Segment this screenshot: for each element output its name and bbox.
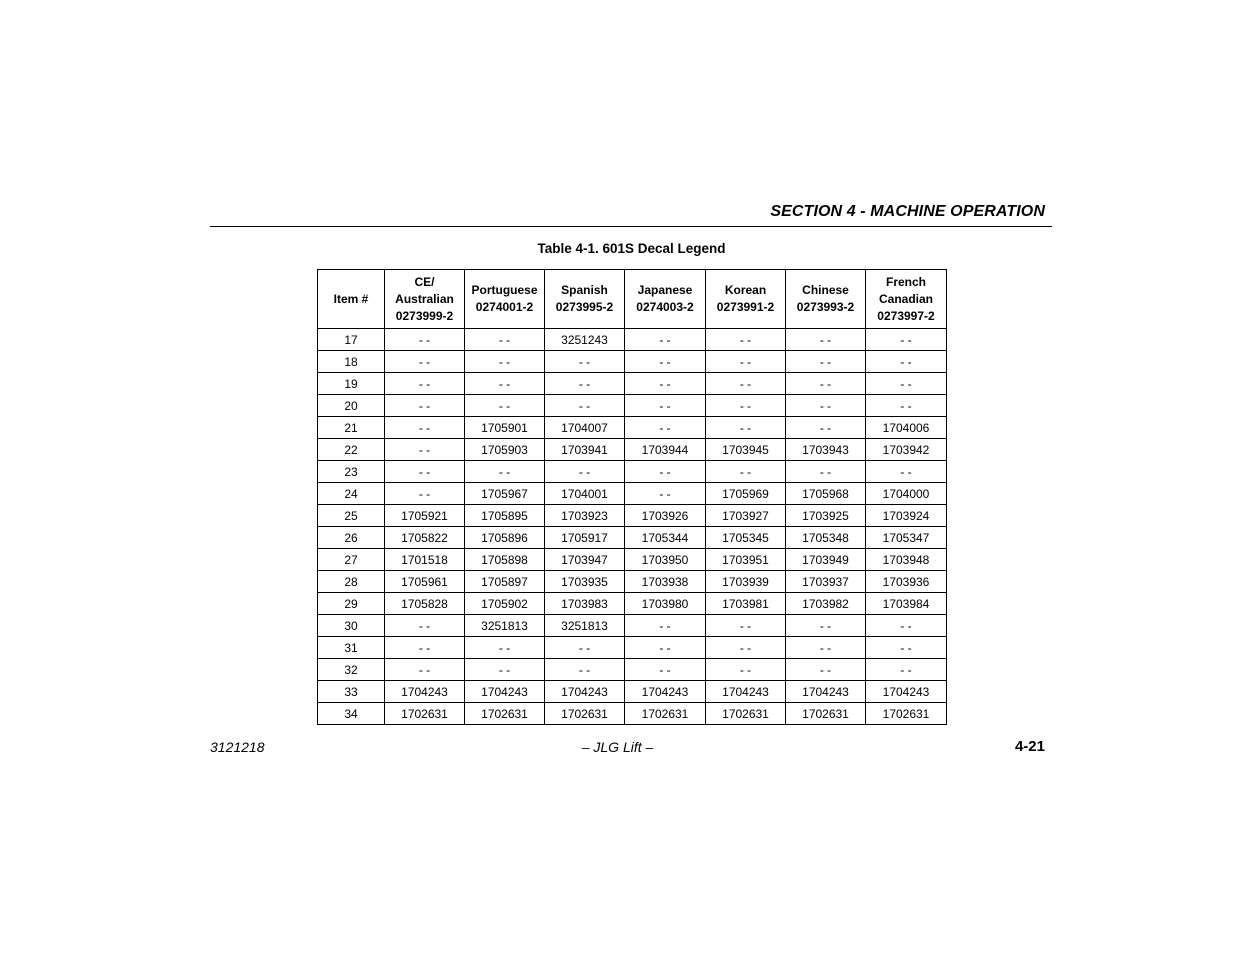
item-number-cell: 26: [318, 527, 385, 549]
item-number-cell: 29: [318, 593, 385, 615]
table-row: [318, 681, 947, 703]
column-header: [318, 270, 385, 329]
column-header: [625, 270, 706, 329]
part-number-cell: - -: [706, 659, 786, 681]
column-header-line: CE/: [414, 274, 435, 289]
table-row: [318, 505, 947, 527]
part-number-cell: - -: [625, 329, 706, 351]
part-number-cell: 3251813: [465, 615, 545, 637]
item-number-cell: 31: [318, 637, 385, 659]
table-row: [318, 351, 947, 373]
column-header-line: 0273991-2: [716, 300, 775, 314]
part-number-cell: 1703947: [545, 549, 625, 571]
part-number-cell: - -: [545, 373, 625, 395]
part-number-cell: 1702631: [465, 703, 545, 725]
column-header-line: 0274003-2: [636, 300, 694, 314]
item-number-cell: 34: [318, 703, 385, 725]
table-row: [318, 417, 947, 439]
part-number-cell: 1705968: [786, 483, 866, 505]
section-title: SECTION 4 - MACHINE OPERATION: [770, 203, 1045, 220]
table-row: [318, 571, 947, 593]
part-number-cell: - -: [866, 395, 947, 417]
item-number-cell: 23: [318, 461, 385, 483]
column-header-line: Chinese: [802, 283, 849, 297]
table-row: [318, 527, 947, 549]
part-number-cell: - -: [545, 637, 625, 659]
part-number-cell: - -: [625, 659, 706, 681]
part-number-cell: 1703950: [625, 549, 706, 571]
part-number-cell: - -: [625, 637, 706, 659]
part-number-cell: 1705969: [706, 483, 786, 505]
item-number-cell: 20: [318, 395, 385, 417]
part-number-cell: 1703981: [706, 593, 786, 615]
item-number-cell: 21: [318, 417, 385, 439]
part-number-cell: - -: [786, 351, 866, 373]
column-header-line: Portuguese: [471, 283, 538, 297]
part-number-cell: 1703945: [706, 439, 786, 461]
part-number-cell: 1703982: [786, 593, 866, 615]
part-number-cell: 1702631: [625, 703, 706, 725]
part-number-cell: 1702631: [786, 703, 866, 725]
part-number-cell: - -: [465, 373, 545, 395]
part-number-cell: - -: [385, 395, 465, 417]
part-number-cell: - -: [786, 461, 866, 483]
part-number-cell: - -: [625, 483, 706, 505]
table-row: [318, 373, 947, 395]
part-number-cell: - -: [385, 329, 465, 351]
item-number-cell: 22: [318, 439, 385, 461]
part-number-cell: 1705347: [866, 527, 947, 549]
part-number-cell: - -: [545, 351, 625, 373]
part-number-cell: - -: [385, 615, 465, 637]
table-row: [318, 615, 947, 637]
part-number-cell: 1703983: [545, 593, 625, 615]
part-number-cell: 1703944: [625, 439, 706, 461]
part-number-cell: - -: [385, 417, 465, 439]
part-number-cell: 1705897: [465, 571, 545, 593]
part-number-cell: 1703927: [706, 505, 786, 527]
part-number-cell: 1704243: [866, 681, 947, 703]
column-header-line: Korean: [724, 283, 767, 297]
part-number-cell: - -: [786, 637, 866, 659]
column-header-line: Spanish: [561, 283, 608, 297]
part-number-cell: 1703949: [786, 549, 866, 571]
item-number-cell: 24: [318, 483, 385, 505]
table-row: [318, 593, 947, 615]
footer-page-number: 4-21: [1014, 738, 1045, 755]
part-number-cell: 1704243: [545, 681, 625, 703]
part-number-cell: 1703937: [786, 571, 866, 593]
part-number-cell: 1705828: [385, 593, 465, 615]
part-number-cell: 1703936: [866, 571, 947, 593]
part-number-cell: - -: [385, 351, 465, 373]
column-header-line: 0273997-2: [877, 308, 935, 323]
part-number-cell: 1705921: [385, 505, 465, 527]
part-number-cell: 1704243: [786, 681, 866, 703]
part-number-cell: 1703923: [545, 505, 625, 527]
column-header-line: 0273993-2: [796, 300, 855, 314]
part-number-cell: 1702631: [866, 703, 947, 725]
part-number-cell: - -: [706, 417, 786, 439]
part-number-cell: 1705901: [465, 417, 545, 439]
column-header-line: Item #: [333, 291, 369, 306]
part-number-cell: - -: [385, 439, 465, 461]
part-number-cell: 1705917: [545, 527, 625, 549]
item-number-cell: 28: [318, 571, 385, 593]
part-number-cell: - -: [465, 659, 545, 681]
part-number-cell: - -: [625, 395, 706, 417]
part-number-cell: 1704001: [545, 483, 625, 505]
item-number-cell: 33: [318, 681, 385, 703]
part-number-cell: 1703948: [866, 549, 947, 571]
part-number-cell: 1704007: [545, 417, 625, 439]
part-number-cell: - -: [706, 373, 786, 395]
table-body: [318, 329, 947, 725]
footer-doc-number: 3121218: [210, 739, 265, 755]
part-number-cell: 1704006: [866, 417, 947, 439]
part-number-cell: - -: [545, 461, 625, 483]
part-number-cell: 1705895: [465, 505, 545, 527]
part-number-cell: 1705967: [465, 483, 545, 505]
part-number-cell: 1705961: [385, 571, 465, 593]
part-number-cell: - -: [625, 351, 706, 373]
part-number-cell: 1703951: [706, 549, 786, 571]
column-header: [545, 270, 625, 329]
part-number-cell: 1703984: [866, 593, 947, 615]
part-number-cell: - -: [706, 395, 786, 417]
part-number-cell: - -: [385, 461, 465, 483]
item-number-cell: 17: [318, 329, 385, 351]
decal-legend-table: [317, 269, 947, 725]
column-header: [866, 270, 947, 329]
item-number-cell: 19: [318, 373, 385, 395]
table-row: [318, 637, 947, 659]
part-number-cell: 1703926: [625, 505, 706, 527]
part-number-cell: - -: [866, 373, 947, 395]
part-number-cell: 1704000: [866, 483, 947, 505]
table-header-row: [318, 270, 947, 329]
part-number-cell: - -: [706, 615, 786, 637]
table-row: [318, 439, 947, 461]
table-row: [318, 461, 947, 483]
part-number-cell: - -: [385, 483, 465, 505]
footer-center-text: – JLG Lift –: [581, 739, 654, 755]
part-number-cell: - -: [786, 417, 866, 439]
part-number-cell: - -: [625, 615, 706, 637]
part-number-cell: - -: [786, 615, 866, 637]
part-number-cell: - -: [385, 659, 465, 681]
part-number-cell: - -: [706, 351, 786, 373]
table-row: [318, 329, 947, 351]
part-number-cell: 3251243: [545, 329, 625, 351]
part-number-cell: 1704243: [706, 681, 786, 703]
item-number-cell: 18: [318, 351, 385, 373]
column-header-line: 0274001-2: [475, 300, 534, 314]
part-number-cell: - -: [866, 461, 947, 483]
part-number-cell: 1703924: [866, 505, 947, 527]
part-number-cell: - -: [866, 329, 947, 351]
part-number-cell: 1704243: [385, 681, 465, 703]
part-number-cell: - -: [786, 329, 866, 351]
part-number-cell: 1701518: [385, 549, 465, 571]
part-number-cell: - -: [786, 373, 866, 395]
part-number-cell: - -: [625, 461, 706, 483]
part-number-cell: 1705903: [465, 439, 545, 461]
column-header: [465, 270, 545, 329]
part-number-cell: - -: [385, 373, 465, 395]
part-number-cell: - -: [866, 615, 947, 637]
part-number-cell: 1705822: [385, 527, 465, 549]
part-number-cell: 1705345: [706, 527, 786, 549]
part-number-cell: 1705898: [465, 549, 545, 571]
part-number-cell: - -: [465, 351, 545, 373]
part-number-cell: 1705902: [465, 593, 545, 615]
part-number-cell: 1702631: [545, 703, 625, 725]
table-header: [318, 270, 947, 329]
part-number-cell: - -: [545, 659, 625, 681]
item-number-cell: 30: [318, 615, 385, 637]
part-number-cell: 1703938: [625, 571, 706, 593]
part-number-cell: - -: [385, 637, 465, 659]
part-number-cell: 1705348: [786, 527, 866, 549]
part-number-cell: 1703943: [786, 439, 866, 461]
item-number-cell: 25: [318, 505, 385, 527]
part-number-cell: 1703942: [866, 439, 947, 461]
column-header: [786, 270, 866, 329]
section-header: [210, 200, 1052, 227]
part-number-cell: 3251813: [545, 615, 625, 637]
column-header: [385, 270, 465, 329]
part-number-cell: 1703935: [545, 571, 625, 593]
part-number-cell: 1703925: [786, 505, 866, 527]
part-number-cell: - -: [706, 329, 786, 351]
part-number-cell: - -: [625, 417, 706, 439]
part-number-cell: 1704243: [465, 681, 545, 703]
column-header-line: 0273995-2: [555, 300, 614, 314]
part-number-cell: - -: [545, 395, 625, 417]
part-number-cell: 1703941: [545, 439, 625, 461]
item-number-cell: 27: [318, 549, 385, 571]
column-header-line: 0273999-2: [395, 308, 454, 323]
table-caption: Table 4-1. 601S Decal Legend: [537, 241, 726, 256]
column-header: [706, 270, 786, 329]
item-number-cell: 32: [318, 659, 385, 681]
part-number-cell: 1705896: [465, 527, 545, 549]
table-row: [318, 703, 947, 725]
part-number-cell: - -: [625, 373, 706, 395]
part-number-cell: - -: [866, 659, 947, 681]
part-number-cell: 1702631: [706, 703, 786, 725]
part-number-cell: - -: [866, 637, 947, 659]
part-number-cell: 1703980: [625, 593, 706, 615]
part-number-cell: - -: [465, 329, 545, 351]
part-number-cell: 1703939: [706, 571, 786, 593]
table-row: [318, 395, 947, 417]
table-row: [318, 659, 947, 681]
part-number-cell: - -: [786, 395, 866, 417]
part-number-cell: - -: [706, 637, 786, 659]
part-number-cell: 1704243: [625, 681, 706, 703]
part-number-cell: - -: [465, 461, 545, 483]
column-header-line: Japanese: [637, 283, 693, 297]
column-header-line: Australian: [395, 291, 454, 306]
table-row: [318, 549, 947, 571]
part-number-cell: - -: [465, 637, 545, 659]
part-number-cell: - -: [465, 395, 545, 417]
part-number-cell: 1705344: [625, 527, 706, 549]
part-number-cell: 1702631: [385, 703, 465, 725]
part-number-cell: - -: [706, 461, 786, 483]
part-number-cell: - -: [786, 659, 866, 681]
column-header-line: French: [885, 274, 926, 289]
table-row: [318, 483, 947, 505]
column-header-line: Canadian: [878, 291, 933, 306]
part-number-cell: - -: [866, 351, 947, 373]
